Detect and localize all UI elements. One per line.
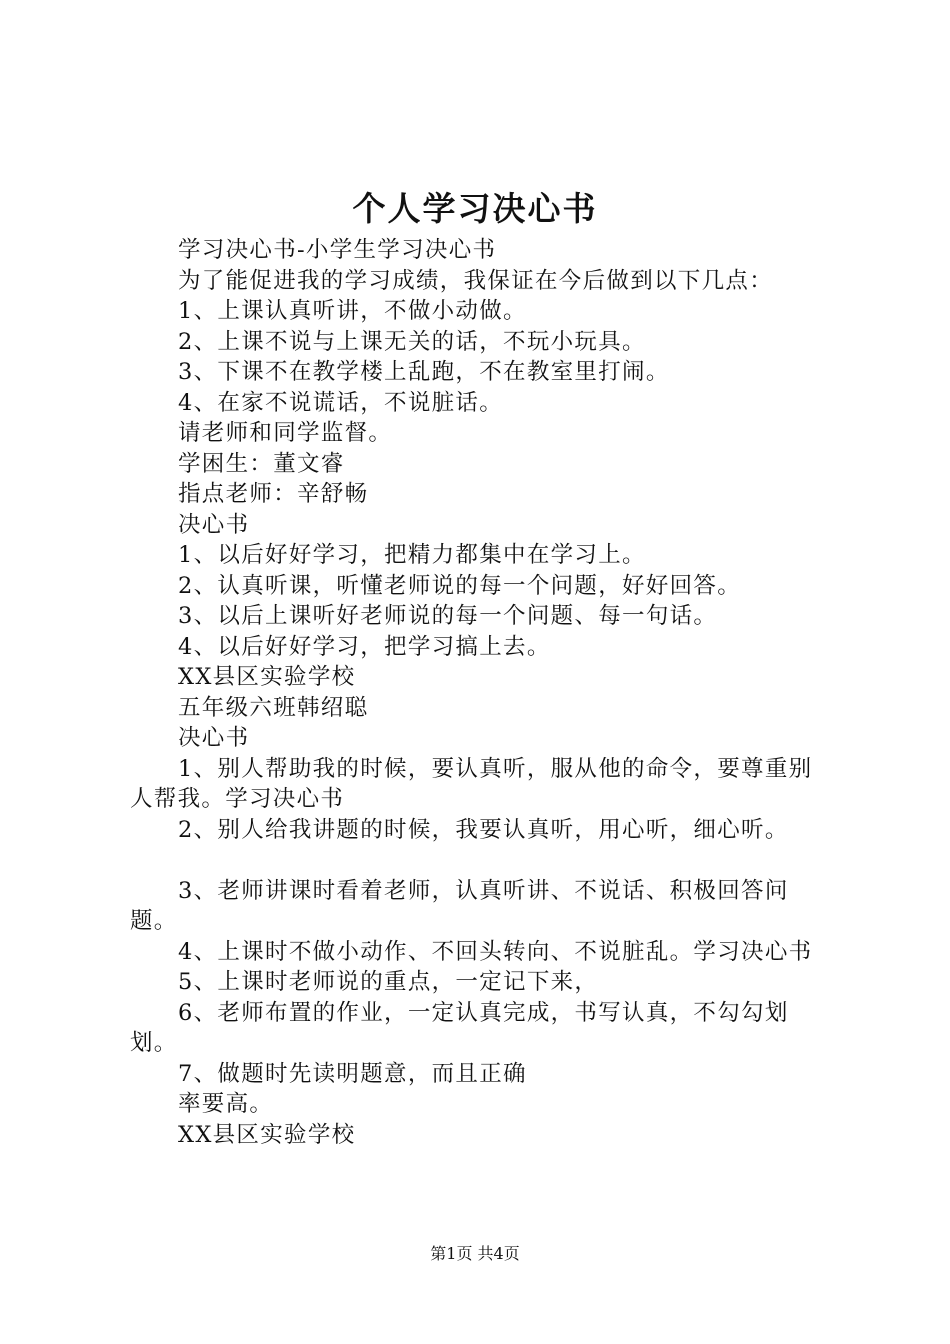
paragraph: 2、别人给我讲题的时候，我要认真听，用心听，细心听。	[178, 816, 789, 843]
paragraph: 3、下课不在教学楼上乱跑，不在教室里打闹。	[178, 359, 670, 385]
paragraph: 率要高。	[178, 1091, 274, 1117]
paragraph: 1、以后好好学习，把精力都集中在学习上。	[178, 542, 646, 568]
paragraph: 3、以后上课听好老师说的每一个问题、每一句话。	[178, 603, 718, 629]
paragraph: 请老师和同学监督。	[178, 420, 393, 446]
paragraph: 2、上课不说与上课无关的话，不玩小玩具。	[178, 328, 646, 355]
paragraph: 4、以后好好学习，把学习搞上去。	[178, 633, 551, 660]
paragraph: XX县区实验学校	[178, 1121, 356, 1148]
paragraph: 学困生：董文睿	[178, 450, 345, 477]
paragraph: 决心书	[178, 725, 250, 751]
paragraph: 指点老师：辛舒畅	[178, 481, 369, 507]
paragraph: 7、做题时先读明题意，而且正确	[178, 1060, 527, 1087]
paragraph: 4、在家不说谎话，不说脏话。	[178, 389, 504, 416]
paragraph: 4、上课时不做小动作、不回头转向、不说脏乱。学习决心书	[178, 938, 813, 965]
paragraph: 2、认真听课，听懂老师说的每一个问题，好好回答。	[178, 572, 742, 599]
page-footer: 第1页 共4页	[430, 1244, 520, 1263]
paragraph: 五年级六班韩绍聪	[178, 694, 369, 721]
paragraph: 3、老师讲课时看着老师，认真听讲、不说话、积极回答问题。	[130, 877, 789, 934]
paragraph: XX县区实验学校	[178, 664, 356, 690]
blank-line	[130, 845, 830, 876]
paragraph: 5、上课时老师说的重点，一定记下来，	[178, 969, 599, 995]
paragraph: 6、老师布置的作业，一定认真完成，书写认真，不勾勾划划。	[130, 999, 789, 1056]
paragraph: 学习决心书-小学生学习决心书	[178, 237, 497, 263]
paragraph: 1、上课认真听讲，不做小动做。	[178, 298, 527, 324]
paragraph: 为了能促进我的学习成绩，我保证在今后做到以下几点：	[178, 267, 774, 294]
paragraph: 决心书	[178, 511, 250, 538]
document-title: 个人学习决心书	[352, 189, 598, 228]
document-body	[130, 235, 830, 1150]
paragraph: 1、别人帮助我的时候，要认真听，服从他的命令，要尊重别人帮我。学习决心书	[130, 755, 813, 812]
